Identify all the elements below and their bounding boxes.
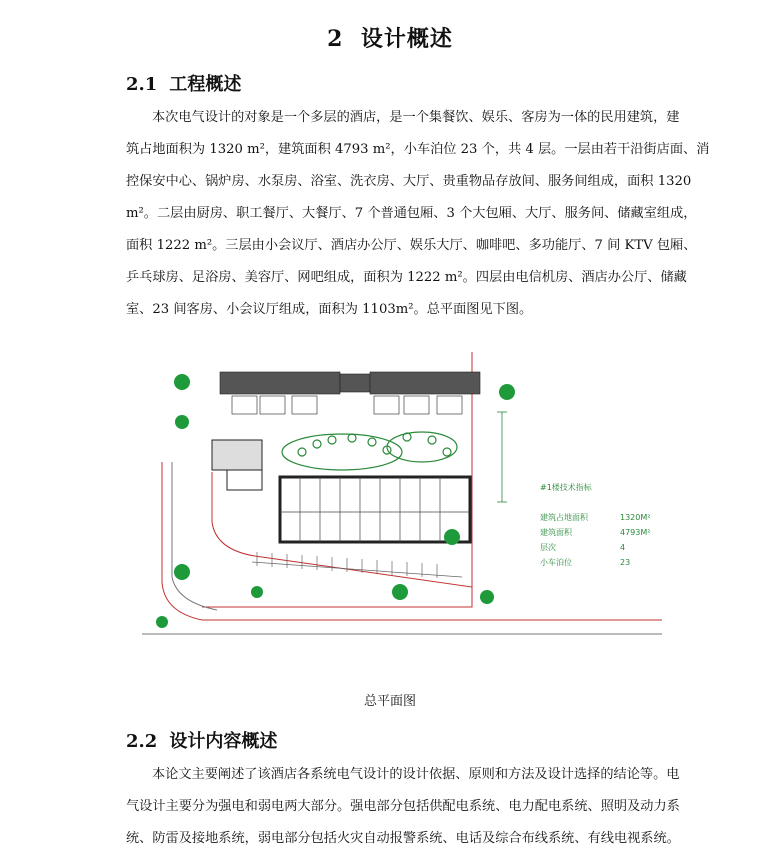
side-building — [212, 440, 262, 490]
chapter-title: 设计概述 — [360, 26, 453, 52]
legend-label: 建筑占地面积 — [540, 513, 588, 522]
section-title: 设计内容概述 — [169, 731, 278, 752]
technical-index-legend — [540, 482, 650, 567]
dimension-lines — [497, 412, 507, 502]
paragraph-line: 室、23 间客房、小会议厅组成，面积为 1103m²。总平面图见下图。 — [126, 302, 533, 317]
legend-title: #1楼技术指标 — [540, 483, 592, 492]
legend-value: 23 — [620, 558, 631, 567]
parking-stalls — [252, 552, 462, 578]
paragraph-line: 乒乓球房、足浴房、美容厅、网吧组成，面积为 1222 m²。四层由电信机房、酒店办公厅、储藏 — [126, 270, 687, 285]
section-2-2-paragraph — [126, 759, 716, 855]
chapter-heading — [0, 22, 780, 53]
street-buildings — [220, 372, 480, 414]
site-plan-figure — [142, 352, 662, 650]
main-building — [280, 477, 470, 542]
paragraph-line: m²。二层由厨房、职工餐厅、大餐厅、7 个普通包厢、3 个大包厢、大厅、服务间、储藏室组成， — [126, 206, 697, 221]
legend-label: 建筑面积 — [540, 528, 572, 537]
legend-value: 1320M² — [620, 513, 651, 522]
figure-caption: 总平面图 — [363, 694, 416, 709]
paragraph-line: 气设计主要分为强电和弱电两大部分。强电部分包括供配电系统、电力配电系统、照明及动力系 — [126, 799, 680, 814]
section-2-1-paragraph — [126, 102, 716, 326]
legend-label: 小车泊位 — [540, 558, 572, 567]
legend-value: 4793M² — [620, 528, 651, 537]
section-heading-2-2 — [126, 727, 277, 753]
paragraph-line: 统、防雷及接地系统，弱电部分包括火灾自动报警系统、电话及综合布线系统、有线电视系统。 — [126, 831, 680, 846]
paragraph-line: 面积 1222 m²。三层由小会议厅、酒店办公厅、娱乐大厅、咖啡吧、多功能厅、7 间 KTV 包厢、 — [126, 238, 697, 253]
chapter-number: 2 — [327, 26, 344, 52]
section-number: 2.1 — [126, 74, 158, 95]
garden-area — [282, 432, 457, 470]
paragraph-line: 本论文主要阐述了该酒店各系统电气设计的设计依据、原则和方法及设计选择的结论等。电 — [152, 767, 680, 782]
paragraph-line: 本次电气设计的对象是一个多层的酒店，是一个集餐饮、娱乐、客房为一体的民用建筑，建 — [152, 110, 680, 125]
section-title: 工程概述 — [169, 74, 242, 95]
paragraph-line: 筑占地面积为 1320 m²，建筑面积 4793 m²，小车泊位 23 个，共 4 层。一层由若干沿街店面、消 — [126, 142, 710, 157]
section-number: 2.2 — [126, 731, 158, 752]
legend-label: 层次 — [540, 543, 556, 552]
paragraph-line: 控保安中心、锅炉房、水泵房、浴室、洗衣房、大厅、贵重物品存放间、服务间组成，面积 1320 — [126, 174, 692, 189]
legend-value: 4 — [620, 543, 626, 552]
section-heading-2-1 — [126, 70, 241, 96]
